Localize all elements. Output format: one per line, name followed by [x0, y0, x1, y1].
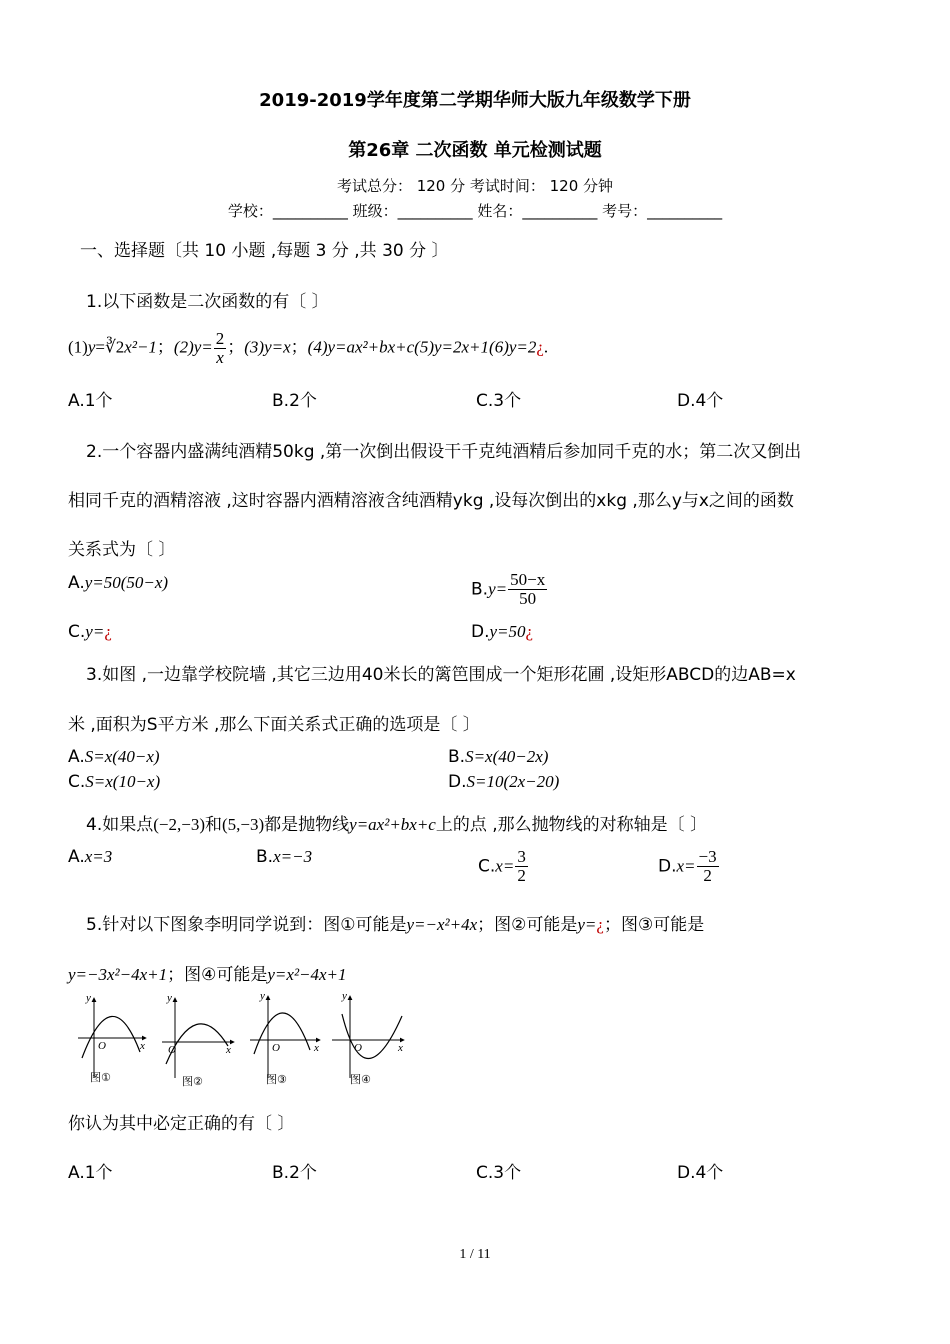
- q4-option-b: [256, 847, 312, 867]
- graph-1-x-label: x: [140, 1040, 145, 1052]
- student-fields: 学校：__________ 班级：__________ 姓名：__________ 考号：__________: [227, 202, 723, 220]
- q1-option-a: A.1个: [68, 391, 113, 411]
- q5-line-2-b: ；图④可能是: [167, 965, 268, 985]
- q1-frac-num: 2: [215, 329, 225, 348]
- q4-stem-a: 4.如果点: [86, 815, 154, 835]
- q4-option-d-fraction: [697, 848, 719, 885]
- graph-2-y-label: y: [167, 992, 172, 1004]
- q2-line-3: 关系式为〔 〕: [68, 540, 176, 560]
- q4-stem: [86, 810, 707, 835]
- q5-expr-2-tail: ¿: [596, 915, 604, 934]
- q4-option-a-expr: x=3: [84, 847, 113, 866]
- q5-expr-3: y=−3x²−4x+1: [68, 965, 168, 984]
- q3-option-a-label: A.: [68, 747, 85, 767]
- q4-stem-b: 都是抛物线: [264, 815, 350, 835]
- q4-option-b-label: B.: [256, 847, 274, 867]
- graph-4-x-label: x: [398, 1042, 403, 1054]
- q1-option-c: C.3个: [476, 391, 522, 411]
- q5-option-a: A.1个: [68, 1163, 113, 1183]
- q1-expressions: [68, 330, 548, 367]
- q4-option-c-pre: x=: [495, 856, 515, 876]
- q1-frac-den: x: [216, 347, 224, 367]
- graph-4-y-label: y: [342, 990, 347, 1002]
- q2-option-b-fraction: [508, 571, 547, 608]
- graph-2-origin: O: [168, 1044, 176, 1056]
- q1-option-d: D.4个: [677, 391, 724, 411]
- q4-option-b-expr: x=−3: [273, 847, 313, 866]
- q5-expr-4: y=x²−4x+1: [267, 965, 347, 984]
- q4-point-1: (−2,−3): [153, 815, 205, 834]
- graph-1: [78, 998, 146, 1078]
- graph-4: [332, 996, 404, 1078]
- q3-option-c-label: C.: [68, 772, 86, 792]
- q2-line-1: 2.一个容器内盛满纯酒精50kg ,第一次倒出假设干千克纯酒精后参加同千克的水；第二次又倒出: [86, 442, 802, 462]
- graph-1-y-label: y: [86, 992, 91, 1004]
- q1-expr-1-y: y: [87, 337, 96, 357]
- q1-expr-6-tail: ¿: [536, 337, 544, 357]
- q1-expr-4: (4)y=ax²+bx+c(5)y=2x+1(6)y=2: [307, 337, 537, 357]
- exam-info: 考试总分： 120 分 考试时间： 120 分钟: [336, 177, 614, 195]
- q4-option-c-label: C.: [478, 856, 496, 877]
- q3-option-c: [68, 772, 160, 792]
- q2-option-c-label: C.: [68, 622, 86, 642]
- page-number: 1 / 11: [459, 1247, 491, 1262]
- q3-line-2: 米 ,面积为S平方米 ,那么下面关系式正确的选项是〔 〕: [68, 715, 480, 735]
- q4-option-d-den: 2: [703, 865, 712, 885]
- q4-stem-c: 上的点 ,那么抛物线的对称轴是〔 〕: [435, 815, 708, 835]
- q5-line-2: [68, 960, 347, 985]
- q1-sep-2: ；: [227, 337, 245, 357]
- q4-option-d-num: −3: [698, 847, 717, 866]
- q1-expr-1-rest: x²−1: [124, 337, 157, 357]
- q4-parabola: y=ax²+bx+c: [349, 815, 436, 834]
- q5-question: 你认为其中必定正确的有〔 〕: [68, 1114, 295, 1134]
- q5-line-1-c: ；图③可能是: [603, 915, 705, 935]
- q3-option-c-expr: S=x(10−x): [85, 772, 161, 791]
- q2-option-c: [68, 622, 112, 642]
- q1-expr-1-pre: (1): [68, 337, 88, 357]
- graph-3-y-label: y: [260, 990, 265, 1002]
- graph-2-x-label: x: [226, 1044, 231, 1056]
- q1-fraction: [214, 330, 227, 367]
- figure-3-label: 图③: [266, 1073, 287, 1086]
- q3-option-d: [448, 772, 559, 792]
- q4-option-c: [478, 848, 529, 885]
- q5-figures: [74, 992, 414, 1092]
- q3-option-b: [448, 747, 548, 767]
- q4-option-c-num: 3: [517, 847, 526, 866]
- q1-sep-1: ；: [156, 337, 174, 357]
- q5-expr-1: y=−x²+4x: [406, 915, 478, 934]
- q2-option-a: [68, 573, 168, 593]
- q2-option-b-den: 50: [519, 588, 537, 608]
- q2-option-b-num: 50−x: [510, 570, 546, 589]
- q4-option-a: [68, 847, 112, 867]
- q2-option-d: [471, 622, 533, 642]
- document-subtitle: 第26章 二次函数 单元检测试题: [348, 140, 602, 161]
- q1-expr-2: (2)y=: [173, 337, 213, 357]
- q1-option-b: B.2个: [272, 391, 317, 411]
- q3-option-b-expr: S=x(40−2x): [465, 747, 549, 766]
- graph-3-x-label: x: [314, 1042, 319, 1054]
- q3-option-a: [68, 747, 160, 767]
- q2-option-d-pre: y=50: [489, 622, 526, 641]
- q2-option-c-tail: ¿: [104, 622, 112, 641]
- q4-option-d-label: D.: [658, 856, 677, 877]
- q1-expr-3: (3)y=x: [244, 337, 291, 357]
- q2-option-c-pre: y=: [85, 622, 105, 641]
- q5-line-1: [86, 910, 704, 935]
- q2-option-b: [471, 571, 548, 608]
- q4-and: 和: [204, 815, 222, 835]
- document-title: 2019-2019学年度第二学期华师大版九年级数学下册: [259, 90, 691, 111]
- q4-option-d: [658, 848, 720, 885]
- q2-option-a-label: A.: [68, 573, 85, 593]
- q5-option-b: B.2个: [272, 1163, 317, 1183]
- graph-1-origin: O: [98, 1040, 106, 1052]
- section-heading: 一、选择题〔共 10 小题 ,每题 3 分 ,共 30 分 〕: [80, 241, 449, 261]
- q5-option-c: C.3个: [476, 1163, 522, 1183]
- q3-option-d-label: D.: [448, 772, 467, 792]
- q4-option-c-fraction: [515, 848, 528, 885]
- q4-option-c-den: 2: [517, 865, 526, 885]
- q5-option-d: D.4个: [677, 1163, 724, 1183]
- graph-3: [250, 996, 320, 1078]
- q2-option-b-label: B.: [471, 579, 489, 600]
- q3-line-1: 3.如图 ,一边靠学校院墙 ,其它三边用40米长的篱笆围成一个矩形花圃 ,设矩形ABCD的边AB=x: [86, 665, 796, 685]
- graph-2: [162, 998, 234, 1078]
- q4-point-2: (5,−3): [221, 815, 265, 834]
- q5-line-1-b: ；图②可能是: [477, 915, 578, 935]
- q5-expr-2-pre: y=: [577, 915, 597, 934]
- q3-option-b-label: B.: [448, 747, 466, 767]
- q1-stem: 1.以下函数是二次函数的有〔 〕: [86, 292, 329, 312]
- q1-sep-3: ；: [290, 337, 308, 357]
- figure-1-label: 图①: [90, 1071, 111, 1084]
- figure-4-label: 图④: [350, 1073, 371, 1086]
- q2-option-d-tail: ¿: [525, 622, 534, 641]
- q4-option-d-pre: x=: [676, 856, 696, 876]
- figure-2-label: 图②: [182, 1075, 203, 1088]
- q2-option-a-expr: y=50(50−x): [84, 573, 169, 592]
- q2-line-2: 相同千克的酒精溶液 ,这时容器内酒精溶液含纯酒精ykg ,设每次倒出的xkg ,那么y与x之间的函数: [68, 491, 794, 511]
- q4-option-a-label: A.: [68, 847, 85, 867]
- q3-option-a-expr: S=x(40−x): [84, 747, 160, 766]
- q5-line-1-a: 5.针对以下图象李明同学说到：图①可能是: [86, 915, 407, 935]
- graph-4-origin: O: [354, 1042, 362, 1054]
- q2-option-b-pre: y=: [488, 579, 508, 599]
- q1-expr-1-eq: =∛2: [95, 337, 125, 357]
- q2-option-d-label: D.: [471, 622, 490, 642]
- q3-option-d-expr: S=10(2x−20): [466, 772, 560, 791]
- q1-end: .: [543, 337, 549, 357]
- graph-3-origin: O: [272, 1042, 280, 1054]
